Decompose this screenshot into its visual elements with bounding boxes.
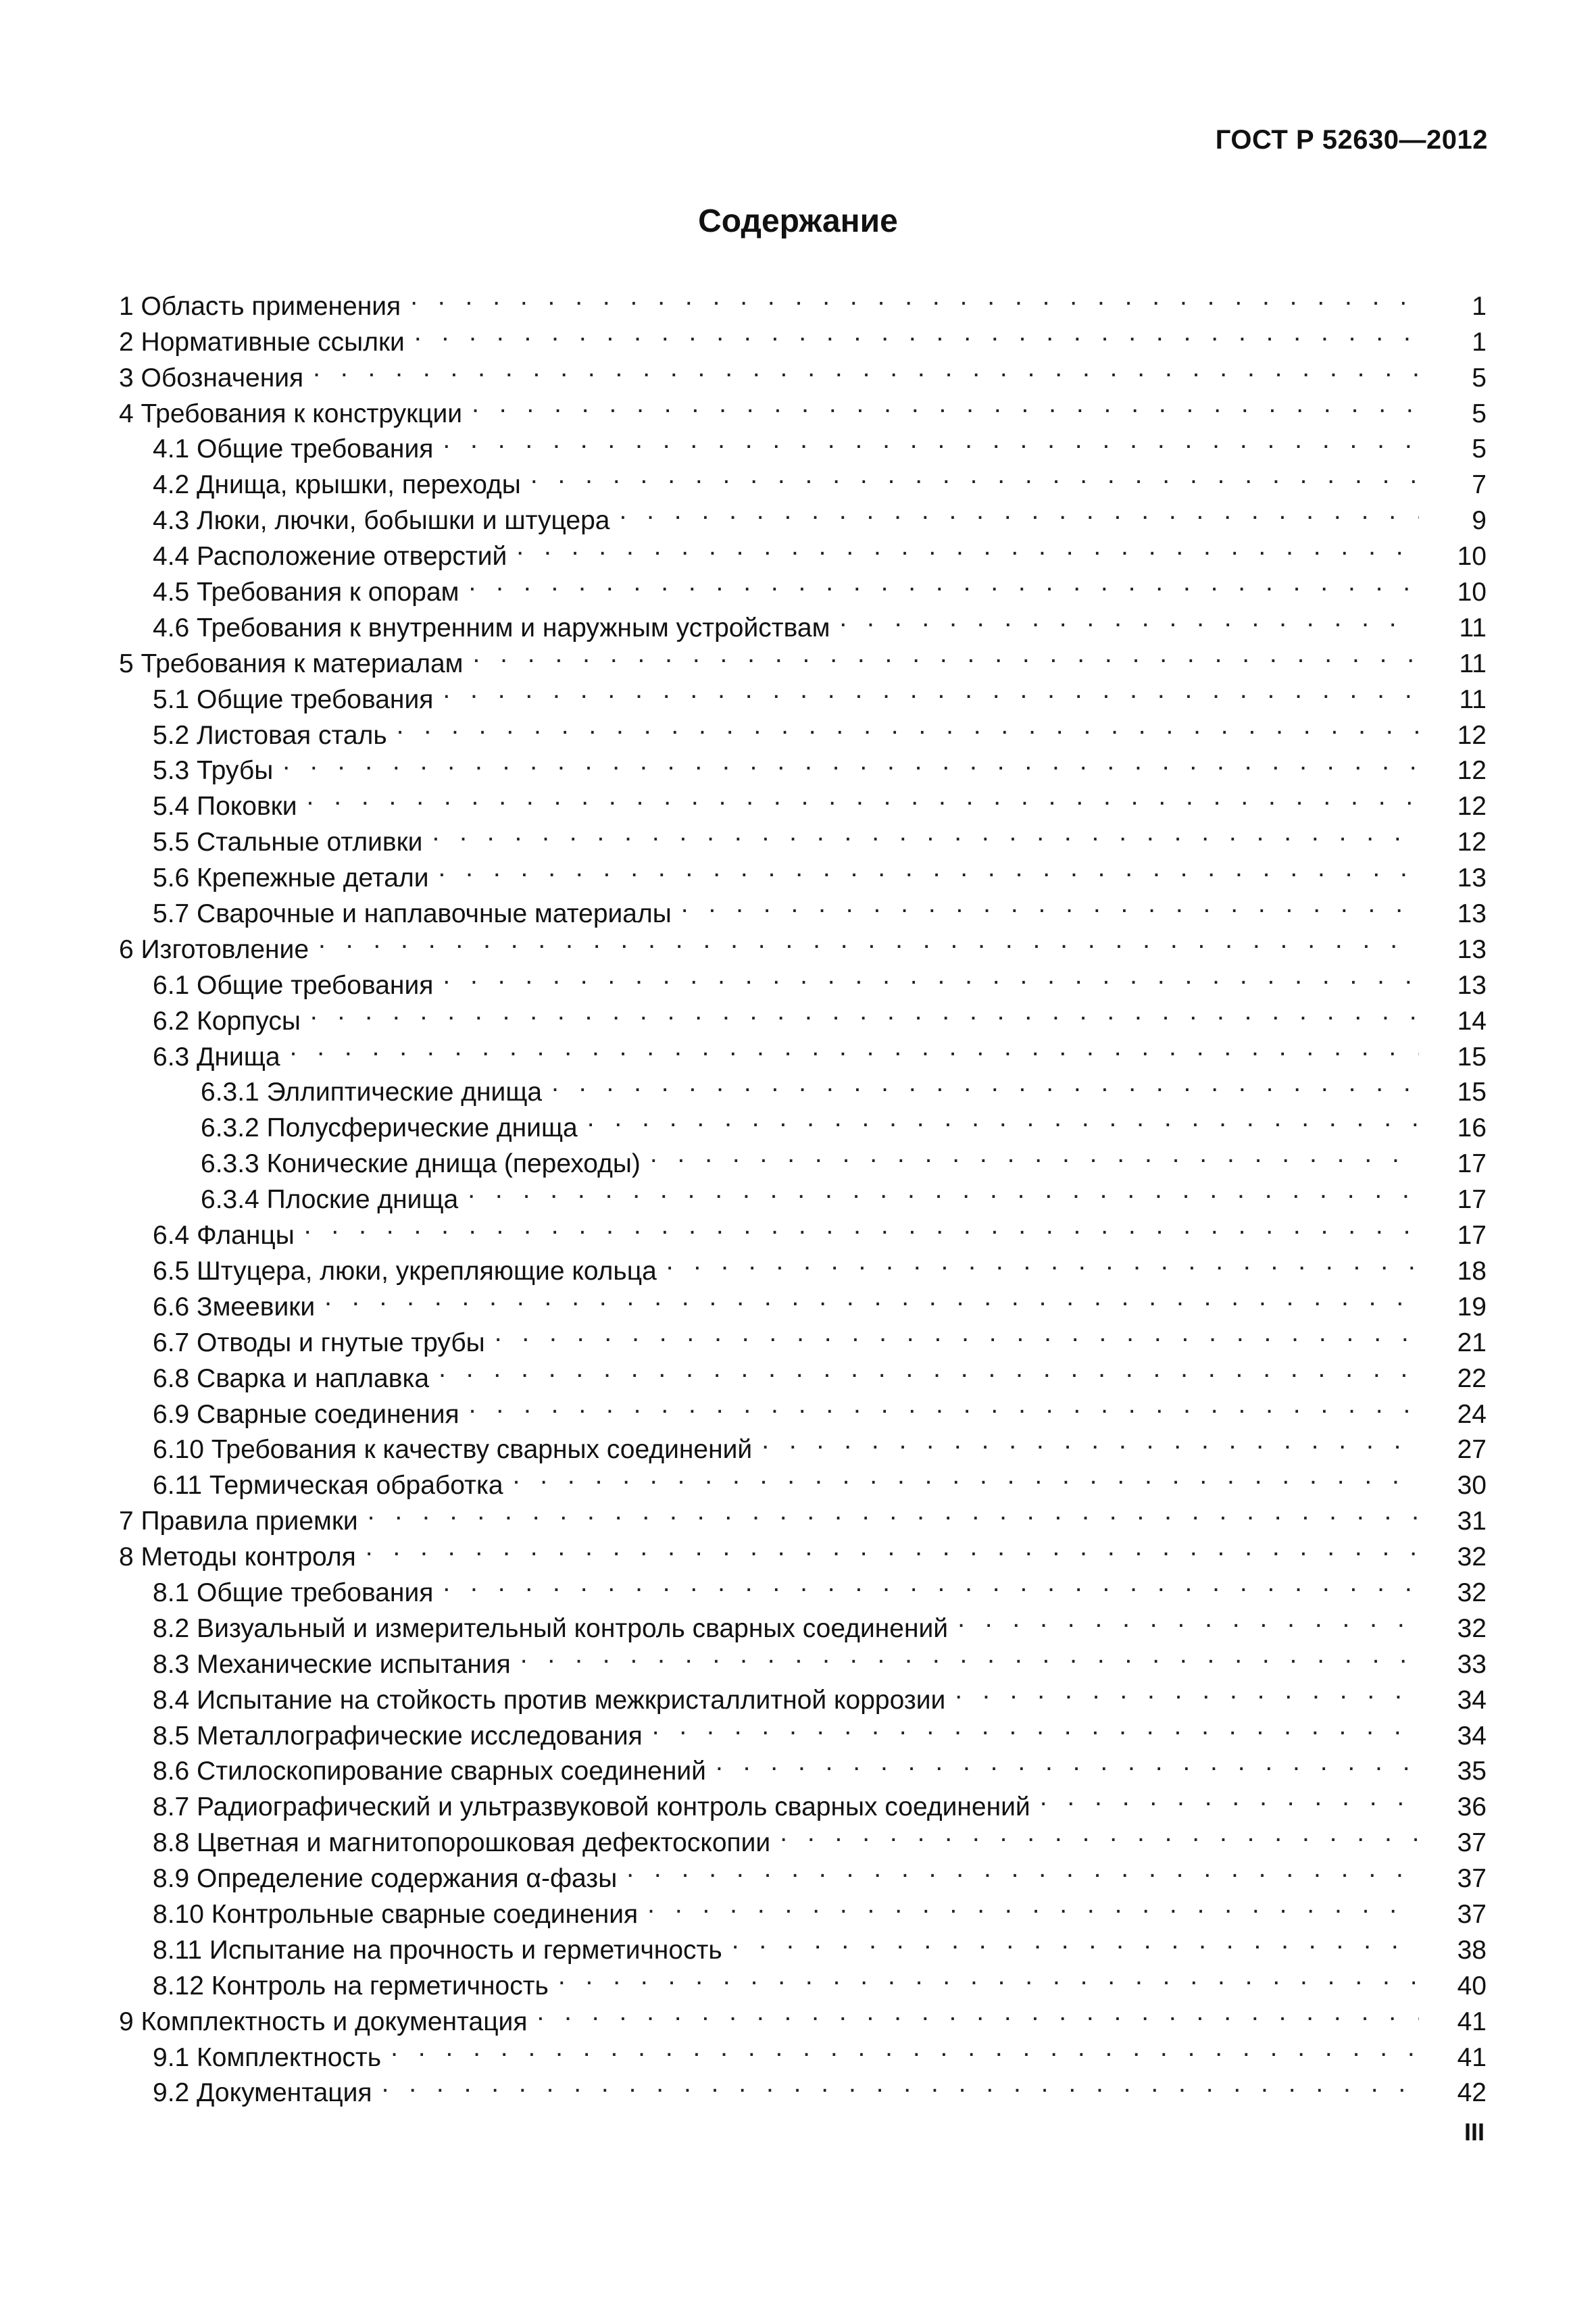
toc-entry-page: 40 <box>1419 1969 1487 2005</box>
toc-entry-page: 32 <box>1419 1540 1487 1576</box>
toc-entry[interactable] <box>119 457 1487 500</box>
toc-entry[interactable] <box>119 529 1487 572</box>
toc-entry-title: 5.7 Сварочные и наплавочные материалы <box>153 897 681 932</box>
toc-entry-page: 24 <box>1419 1397 1487 1433</box>
toc-entry[interactable] <box>119 1530 1487 1572</box>
toc-dot-leader <box>666 1244 1419 1280</box>
toc-entry-page: 17 <box>1419 1218 1487 1254</box>
toc-entry-title: 6.5 Штуцера, люки, укрепляющие кольца <box>153 1254 666 1290</box>
toc-entry-page: 12 <box>1419 718 1487 754</box>
toc-dot-leader <box>513 1458 1419 1494</box>
toc-entry-page: 37 <box>1419 1826 1487 1861</box>
toc-dot-leader <box>619 493 1419 529</box>
toc-entry-title: 5.1 Общие требования <box>153 682 443 718</box>
toc-entry-title: 6.4 Фланцы <box>153 1218 304 1254</box>
toc-entry-title: 6.3.3 Конические днища (переходы) <box>201 1147 650 1182</box>
toc-entry-title: 5.6 Крепежные детали <box>153 861 439 897</box>
toc-dot-leader <box>626 1851 1419 1887</box>
toc-entry-title: 4 Требования к конструкции <box>119 397 472 432</box>
toc-entry[interactable] <box>119 744 1487 786</box>
toc-entry-page: 27 <box>1419 1432 1487 1468</box>
toc-entry-title: 8.11 Испытание на прочность и герметичность <box>153 1933 732 1969</box>
toc-dot-leader <box>468 1172 1419 1208</box>
toc-entry[interactable] <box>119 994 1487 1036</box>
toc-dot-leader <box>443 672 1419 708</box>
toc-dot-leader <box>324 1280 1419 1315</box>
toc-entry[interactable] <box>119 565 1487 607</box>
toc-dot-leader <box>307 779 1419 815</box>
toc-dot-leader <box>558 1959 1419 1994</box>
toc-entry-page: 35 <box>1419 1754 1487 1790</box>
toc-entry-page: 13 <box>1419 968 1487 1004</box>
toc-entry[interactable] <box>119 1887 1487 1929</box>
toc-entry-page: 11 <box>1419 611 1487 647</box>
toc-entry-page: 16 <box>1419 1111 1487 1147</box>
toc-entry-page: 13 <box>1419 932 1487 968</box>
toc-entry[interactable] <box>119 1744 1487 1786</box>
toc-entry[interactable] <box>119 386 1487 428</box>
toc-entry[interactable] <box>119 1065 1487 1107</box>
toc-dot-leader <box>716 1744 1419 1780</box>
toc-entry-title: 6.3.2 Полусферические днища <box>201 1111 587 1147</box>
toc-dot-leader <box>647 1887 1419 1923</box>
toc-entry[interactable] <box>119 851 1487 893</box>
toc-dot-leader <box>762 1423 1419 1459</box>
toc-dot-leader <box>443 958 1419 994</box>
toc-title: Содержание <box>698 203 898 239</box>
toc-entry[interactable] <box>119 1815 1487 1858</box>
toc-dot-leader <box>382 2066 1419 2102</box>
toc-dot-leader <box>530 457 1419 493</box>
toc-entry-title: 6.7 Отводы и гнутые трубы <box>153 1326 495 1361</box>
toc-entry[interactable] <box>119 1280 1487 1322</box>
toc-entry-page: 18 <box>1419 1254 1487 1290</box>
toc-entry-title: 8.8 Цветная и магнитопорошковая дефектоскопии <box>153 1826 780 1861</box>
toc-entry[interactable] <box>119 1244 1487 1286</box>
toc-dot-leader <box>839 601 1419 636</box>
toc-entry[interactable] <box>119 1780 1487 1822</box>
toc-entry-title: 9 Комплектность и документация <box>119 2005 537 2040</box>
toc-entry-title: 4.3 Люки, лючки, бобышки и штуцера <box>153 503 619 539</box>
toc-entry-page: 17 <box>1419 1182 1487 1218</box>
toc-dot-leader <box>520 1637 1419 1673</box>
toc-entry-title: 6.6 Змеевики <box>153 1290 324 1326</box>
toc-entry[interactable] <box>119 1458 1487 1501</box>
toc-entry[interactable] <box>119 1315 1487 1357</box>
toc-entry[interactable] <box>119 1423 1487 1465</box>
toc-dot-leader <box>366 1530 1419 1565</box>
toc-dot-leader <box>469 565 1420 601</box>
toc-entry-title: 6.8 Сварка и наплавка <box>153 1361 439 1397</box>
toc-entry-page: 13 <box>1419 897 1487 932</box>
toc-entry-page: 9 <box>1419 503 1487 539</box>
toc-entry[interactable] <box>119 1101 1487 1143</box>
toc-entry[interactable] <box>119 636 1487 678</box>
toc-entry-page: 15 <box>1419 1040 1487 1076</box>
toc-entry[interactable] <box>119 1637 1487 1679</box>
toc-entry-title: 5.2 Листовая сталь <box>153 718 397 754</box>
toc-entry-title: 4.6 Требования к внутренним и наружным устройствам <box>153 611 839 647</box>
toc-entry-title: 6.3.4 Плоские днища <box>201 1182 468 1218</box>
toc-entry[interactable] <box>119 1601 1487 1643</box>
toc-entry[interactable] <box>119 922 1487 964</box>
toc-entry[interactable] <box>119 1709 1487 1751</box>
toc-entry-page: 17 <box>1419 1147 1487 1182</box>
toc-entry-page: 36 <box>1419 1790 1487 1826</box>
toc-entry-title: 8.9 Определение содержания α-фазы <box>153 1861 626 1897</box>
toc-entry[interactable] <box>119 493 1487 536</box>
toc-dot-leader <box>587 1101 1419 1136</box>
toc-entry-page: 7 <box>1419 468 1487 503</box>
toc-entry[interactable] <box>119 779 1487 822</box>
toc-entry-title: 8.5 Металлографические исследования <box>153 1719 652 1755</box>
toc-entry-page: 13 <box>1419 861 1487 897</box>
toc-entry-title: 2 Нормативные ссылки <box>119 325 414 361</box>
toc-entry[interactable] <box>119 315 1487 357</box>
toc-entry-title: 4.2 Днища, крышки, переходы <box>153 468 530 503</box>
toc-entry-page: 1 <box>1419 289 1487 325</box>
toc-entry[interactable] <box>119 1959 1487 2001</box>
toc-entry-page: 30 <box>1419 1468 1487 1504</box>
toc-entry[interactable] <box>119 1851 1487 1894</box>
toc-entry-title: 8.3 Механические испытания <box>153 1647 520 1683</box>
toc-entry-title: 8.12 Контроль на герметичность <box>153 1969 558 2005</box>
toc-entry-title: 5 Требования к материалам <box>119 647 472 682</box>
toc-dot-leader <box>732 1923 1419 1959</box>
toc-dot-leader <box>443 422 1419 458</box>
toc-entry-page: 1 <box>1419 325 1487 361</box>
toc-dot-leader <box>443 1565 1419 1601</box>
toc-entry-title: 8.2 Визуальный и измерительный контроль сварных соединений <box>153 1611 957 1647</box>
toc-entry[interactable] <box>119 1387 1487 1429</box>
toc-entry[interactable] <box>119 351 1487 393</box>
toc-entry-title: 6.3.1 Эллиптические днища <box>201 1075 551 1111</box>
toc-dot-leader <box>955 1673 1419 1709</box>
toc-entry[interactable] <box>119 2030 1487 2072</box>
toc-entry-page: 14 <box>1419 1004 1487 1040</box>
toc-entry-page: 32 <box>1419 1611 1487 1647</box>
toc-entry-page: 15 <box>1419 1075 1487 1111</box>
toc-dot-leader <box>290 1030 1419 1065</box>
toc-dot-leader <box>313 351 1419 386</box>
toc-dot-leader <box>681 886 1419 922</box>
toc-entry-page: 41 <box>1419 2040 1487 2076</box>
toc-entry-title: 8 Методы контроля <box>119 1540 366 1576</box>
toc-entry-page: 11 <box>1419 647 1487 682</box>
toc-dot-leader <box>282 744 1419 780</box>
toc-entry-title: 6.3 Днища <box>153 1040 290 1076</box>
toc-entry[interactable] <box>119 1673 1487 1715</box>
toc-entry[interactable] <box>119 1994 1487 2036</box>
toc-dot-leader <box>391 2030 1419 2066</box>
toc-dot-leader <box>469 1387 1419 1423</box>
toc-entry-title: 6.2 Корпусы <box>153 1004 310 1040</box>
toc-dot-leader <box>652 1709 1419 1744</box>
toc-dot-leader <box>472 636 1419 672</box>
toc-list <box>119 279 1487 2108</box>
toc-dot-leader <box>439 851 1419 886</box>
toc-entry-title: 5.4 Поковки <box>153 789 307 825</box>
toc-dot-leader <box>650 1136 1419 1172</box>
toc-entry-page: 32 <box>1419 1576 1487 1611</box>
toc-entry[interactable] <box>119 815 1487 857</box>
toc-dot-leader <box>318 922 1419 958</box>
toc-entry-page: 11 <box>1419 682 1487 718</box>
toc-entry[interactable] <box>119 601 1487 643</box>
toc-entry[interactable] <box>119 1208 1487 1251</box>
toc-dot-leader <box>780 1815 1419 1851</box>
toc-entry[interactable] <box>119 886 1487 929</box>
toc-entry-page: 12 <box>1419 753 1487 789</box>
toc-dot-leader <box>410 279 1419 315</box>
toc-entry-title: 1 Область применения <box>119 289 410 325</box>
document-code: ГОСТ Р 52630—2012 <box>1215 125 1488 155</box>
toc-entry-title: 8.6 Стилоскопирование сварных соединений <box>153 1754 716 1790</box>
toc-entry-title: 5.3 Трубы <box>153 753 282 789</box>
toc-dot-leader <box>516 529 1419 565</box>
toc-entry-page: 12 <box>1419 825 1487 861</box>
toc-entry-page: 5 <box>1419 397 1487 432</box>
toc-dot-leader <box>397 708 1419 744</box>
toc-entry[interactable] <box>119 1030 1487 1072</box>
toc-dot-leader <box>368 1494 1419 1530</box>
toc-entry-page: 5 <box>1419 361 1487 397</box>
toc-entry[interactable] <box>119 708 1487 750</box>
toc-entry[interactable] <box>119 1172 1487 1215</box>
toc-entry-title: 5.5 Стальные отливки <box>153 825 432 861</box>
page-number: III <box>1464 2118 1485 2146</box>
toc-entry-title: 3 Обозначения <box>119 361 313 397</box>
toc-entry[interactable] <box>119 2066 1487 2108</box>
toc-entry-title: 6.10 Требования к качеству сварных соединений <box>153 1432 762 1468</box>
toc-entry-page: 37 <box>1419 1897 1487 1933</box>
toc-entry-page: 31 <box>1419 1504 1487 1540</box>
toc-entry-title: 4.5 Требования к опорам <box>153 575 469 611</box>
toc-entry-page: 10 <box>1419 575 1487 611</box>
toc-dot-leader <box>304 1208 1419 1244</box>
toc-entry[interactable] <box>119 958 1487 1000</box>
toc-entry-title: 4.1 Общие требования <box>153 432 443 468</box>
toc-entry-page: 12 <box>1419 789 1487 825</box>
toc-entry-title: 9.2 Документация <box>153 2076 382 2111</box>
toc-dot-leader <box>551 1065 1419 1101</box>
toc-entry[interactable] <box>119 1136 1487 1179</box>
toc-entry-page: 34 <box>1419 1683 1487 1719</box>
toc-entry-page: 34 <box>1419 1719 1487 1755</box>
toc-entry[interactable] <box>119 1494 1487 1536</box>
toc-entry-title: 8.10 Контрольные сварные соединения <box>153 1897 647 1933</box>
toc-entry[interactable] <box>119 1351 1487 1393</box>
toc-dot-leader <box>495 1315 1419 1351</box>
toc-entry-page: 22 <box>1419 1361 1487 1397</box>
toc-entry-page: 10 <box>1419 539 1487 575</box>
toc-dot-leader <box>439 1351 1419 1387</box>
toc-entry-page: 5 <box>1419 432 1487 468</box>
toc-dot-leader <box>414 315 1419 351</box>
toc-entry-title: 6.1 Общие требования <box>153 968 443 1004</box>
toc-dot-leader <box>472 386 1419 422</box>
toc-entry-title: 6.9 Сварные соединения <box>153 1397 469 1433</box>
toc-entry-page: 38 <box>1419 1933 1487 1969</box>
toc-entry[interactable] <box>119 1923 1487 1965</box>
toc-dot-leader <box>310 994 1419 1030</box>
toc-dot-leader <box>957 1601 1419 1637</box>
toc-entry-title: 9.1 Комплектность <box>153 2040 391 2076</box>
toc-entry-page: 33 <box>1419 1647 1487 1683</box>
toc-entry-title: 6 Изготовление <box>119 932 318 968</box>
toc-entry[interactable] <box>119 422 1487 464</box>
toc-entry-page: 41 <box>1419 2005 1487 2040</box>
toc-entry-title: 8.7 Радиографический и ультразвуковой контроль сварных соединений <box>153 1790 1040 1826</box>
toc-dot-leader <box>537 1994 1419 2030</box>
toc-entry-title: 7 Правила приемки <box>119 1504 368 1540</box>
toc-entry-page: 42 <box>1419 2076 1487 2111</box>
toc-entry-title: 6.11 Термическая обработка <box>153 1468 513 1504</box>
toc-entry[interactable] <box>119 1565 1487 1607</box>
toc-entry-title: 4.4 Расположение отверстий <box>153 539 516 575</box>
toc-dot-leader <box>432 815 1419 851</box>
toc-dot-leader <box>1040 1780 1419 1815</box>
toc-entry-page: 37 <box>1419 1861 1487 1897</box>
toc-entry-page: 19 <box>1419 1290 1487 1326</box>
toc-entry[interactable] <box>119 672 1487 714</box>
toc-entry-title: 8.1 Общие требования <box>153 1576 443 1611</box>
toc-entry-title: 8.4 Испытание на стойкость против межкристаллитной коррозии <box>153 1683 955 1719</box>
toc-entry-page: 21 <box>1419 1326 1487 1361</box>
toc-entry[interactable] <box>119 279 1487 321</box>
